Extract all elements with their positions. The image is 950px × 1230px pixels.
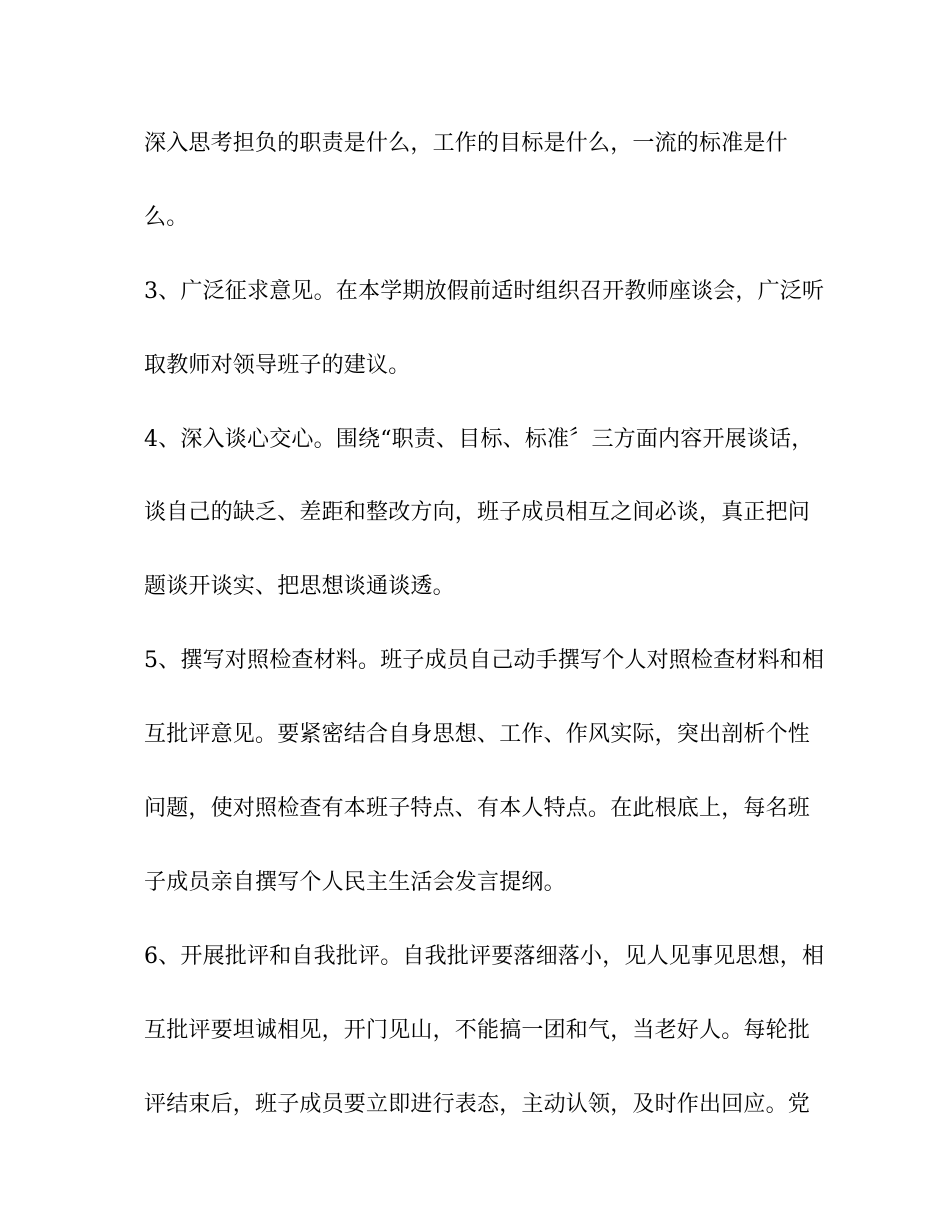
text-line: 6、开展批评和自我批评。自我批评要落细落小，见人见事见思想，相 xyxy=(144,943,825,969)
text-line: 问题，使对照检查有本班子特点、有本人特点。在此根底上，每名班 xyxy=(144,796,811,822)
text-line: 3、广泛征求意见。在本学期放假前适时组织召开教师座谈会，广泛听 xyxy=(144,278,825,304)
text-line: 谈自己的缺乏、差距和整改方向，班子成员相互之间必谈，真正把问 xyxy=(144,500,811,526)
text-line: 4、深入谈心交心。围绕“职责、目标、标准〞三方面内容开展谈话， xyxy=(144,426,814,452)
text-line: 取教师对领导班子的建议。 xyxy=(144,352,411,378)
text-line: 5、撰写对照检查材料。班子成员自己动手撰写个人对照检查材料和相 xyxy=(144,648,825,674)
text-line: 么。 xyxy=(144,204,189,230)
text-line: 子成员亲自撰写个人民主生活会发言提纲。 xyxy=(144,869,566,895)
text-line: 评结束后，班子成员要立即进行表态，主动认领，及时作出回应。党 xyxy=(144,1091,811,1117)
text-line: 互批评意见。要紧密结合自身思想、工作、作风实际，突出剖析个性 xyxy=(144,722,811,748)
document-body xyxy=(144,124,825,1158)
text-line: 题谈开谈实、把思想谈通谈透。 xyxy=(144,574,455,600)
text-line: 互批评要坦诚相见，开门见山，不能搞一团和气，当老好人。每轮批 xyxy=(144,1017,811,1043)
text-line: 深入思考担负的职责是什么，工作的目标是什么，一流的标准是什 xyxy=(144,131,788,156)
